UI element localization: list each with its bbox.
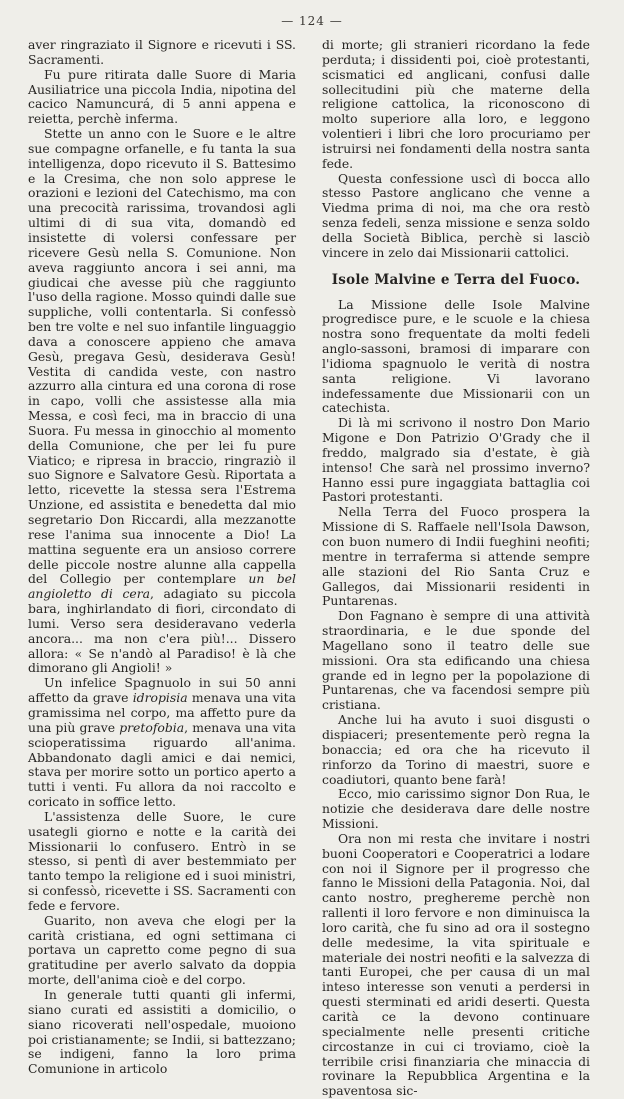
italic-word: idropisia: [132, 690, 188, 706]
paragraph-spaniard: [28, 676, 296, 810]
paragraph: di morte; gli stranieri ricordano la fede perduta; i dissidenti poi, cioè protestanti, scismatici ed anglicani, confusi dalle sollecitudini più che materne della religione cattolica, la riconoscono di molto superiore alla loro, e leggono volentieri i libri che loro procuriamo per istruirsi nei fondamenti della nostra santa fede.: [322, 37, 590, 171]
paragraph: Guarito, non aveva che elogi per la carità cristiana, ed ogni settimana ci portava un capretto come pegno di sua gratitudine per averlo salvato da doppia morte, dell'anima cioè e del corpo.: [28, 912, 296, 988]
paragraph: Questa confessione uscì di bocca allo stesso Pastore anglicano che venne a Viedma prima di noi, ma che ora restò senza fedeli, senza missione e senza soldo della Società Biblica, perchè si lasciò vincere in zelo dai Missionarii cattolici.: [322, 170, 590, 260]
text-run: Stette un anno con le Suore e le altre sue compagne orfanelle, e fu tanta la sua intelligenza, dopo ricevuto il S. Battesimo e la Cresima, che non solo apprese le orazioni e lezioni del Catechismo, ma con una precocità rarissima, trovandosi agli ultimi di di sua vita, domandò ed insistette di volersi confessare per ricevere Gesù nella S. Comunione. Non aveva raggiunto ancora i sei anni, ma giudicai che avesse più che raggiunto l'uso della ragione. Mosso quindi dalle sue suppliche, volli contentarla. Si confessò ben tre volte e nel suo infantile linguaggio dava a conoscere appieno che amava Gesù, pregava Gesù, desiderava Gesù! Vestita di candida veste, con nastro azzurro alla cintura ed una corona di rose in capo, volli che assistesse alla mia Messa, e così feci, ma in braccio di una Suora. Fu messa in ginocchio al momento della Comunione, che per lei fu pure Viatico; e ripresa in braccio, ringraziò il suo Signore e Salvatore Gesù. Riportata a letto, ricevette la stessa sera l'Estrema Unzione, ed assistita e benedetta dal mio segretario Don Riccardi, alla mezzanotte rese l'anima sua innocente a Dio! La mattina seguente era un ansioso correre delle piccole nostre alunne alla cappella del Collegio per contemplare: [28, 126, 296, 587]
page-number: — 124 —: [281, 14, 343, 28]
text-run: , adagiato su piccola bara, inghirlandato di fiori, circondato di lumi. Verso sera desideravano vederla ancora... ma non c'era più!... Dissero allora: « Se n'andò al Paradiso! è là che dimorano gli Angioli! »: [28, 586, 296, 676]
paragraph: Fu pure ritirata dalle Suore di Maria Ausiliatrice una piccola India, nipotina del cacico Namuncurá, di 5 anni appena e reietta, perchè inferma.: [28, 66, 296, 127]
paragraph: Don Fagnano è sempre di una attività straordinaria, e le due sponde del Magellano sono il teatro delle sue missioni. Ora sta edificando una chiesa grande ed in legno per la popolazione di Puntarenas, che va facendosi sempre più cristiana.: [322, 608, 590, 713]
text-run: menava una vita gramissima nel corpo, ma affetto pure da una più grave: [28, 690, 296, 735]
italic-phrase: un bel angioletto di cera: [28, 571, 296, 602]
left-column: [28, 38, 296, 1077]
italic-word: pretofobia: [119, 719, 185, 735]
paragraph: In generale tutti quanti gli infermi, siano curati ed assistiti a domicilio, o siano ricoverati nell'ospedale, muoiono poi cristianamente; se Indii, si battezzano; se indigeni, fanno la loro prima Comunione in articolo: [28, 987, 296, 1077]
paragraph: L'assistenza delle Suore, le cure usategli giorno e notte e la carità dei Missionarii lo confusero. Entrò in se stesso, si pentì di aver bestemmiato per tanto tempo la religione ed i suoi ministri, si confessò, ricevette i SS. Sacramenti con fede e fervore.: [28, 808, 296, 913]
right-column: [322, 38, 590, 1099]
text-run: , menava una vita scioperatissima riguardo all'anima. Abbandonato dagli amici e dai nemici, stava per morire sotto un portico aperto a tutti i venti. Fu allora da noi raccolto e coricato in soffice letto.: [28, 719, 296, 810]
paragraph: aver ringraziato il Signore e ricevuti i SS. Sacramenti.: [28, 37, 296, 67]
paragraph: Ora non mi resta che invitare i nostri buoni Cooperatori e Cooperatrici a lodare con noi il Signore per il progresso che fanno le Missioni della Patagonia. Noi, dal canto nostro, preghereme perchè non rallenti il loro fervore e non diminuisca la loro carità, che fu sino ad ora il sostegno delle medesime, la vita spirituale e materiale dei nostri neofiti e la salvezza di tanti Europei, che per causa di un mal inteso interesse son venuti a perdersi in questi sterminati ed aridi deserti. Questa carità ce la devono continuare specialmente nelle presenti critiche circostanze in cui ci troviamo, cioè la terribile crisi finanziaria che minaccia di rovinare la Repubblica Argentina e la spaventosa sic-: [322, 830, 590, 1099]
text-run: Un infelice Spagnuolo in sui 50 anni affetto da grave: [28, 675, 296, 706]
section-title: Isole Malvine e Terra del Fuoco.: [331, 271, 581, 288]
paragraph: Anche lui ha avuto i suoi disgusti o dispiaceri; presentemente però regna la bonaccia; ed ora che ha ricevuto il rinforzo da Torino di maestri, suore e coadiutori, quanto bene farà!: [322, 712, 590, 787]
paragraph-girl-story: [28, 127, 296, 676]
paragraph: Di là mi scrivono il nostro Don Mario Migone e Don Patrizio O'Grady che il freddo, malgrado sia d'estate, è già intenso! Che sarà nel prossimo inverno? Hanno essi pure ingaggiata battaglia coi Pastori protestanti.: [322, 415, 590, 505]
paragraph: Nella Terra del Fuoco prospera la Missione di S. Raffaele nell'Isola Dawson, con buon numero di Indii fueghini neofiti; mentre in terraferma si attende sempre alle stazioni del Rio Santa Cruz e Gallegos, dai Missionarii residenti in Puntarenas.: [322, 504, 590, 609]
paragraph: Ecco, mio carissimo signor Don Rua, le notizie che desiderava dare delle nostre Missioni.: [322, 786, 590, 832]
paragraph: La Missione delle Isole Malvine progredisce pure, e le scuole e la chiesa nostra sono frequentate da molti fedeli anglo-sassoni, bramosi di imparare con l'idioma spagnuolo le verità di nostra santa religione. Vi lavorano indefessamente due Missionarii con un catechista.: [322, 296, 590, 416]
